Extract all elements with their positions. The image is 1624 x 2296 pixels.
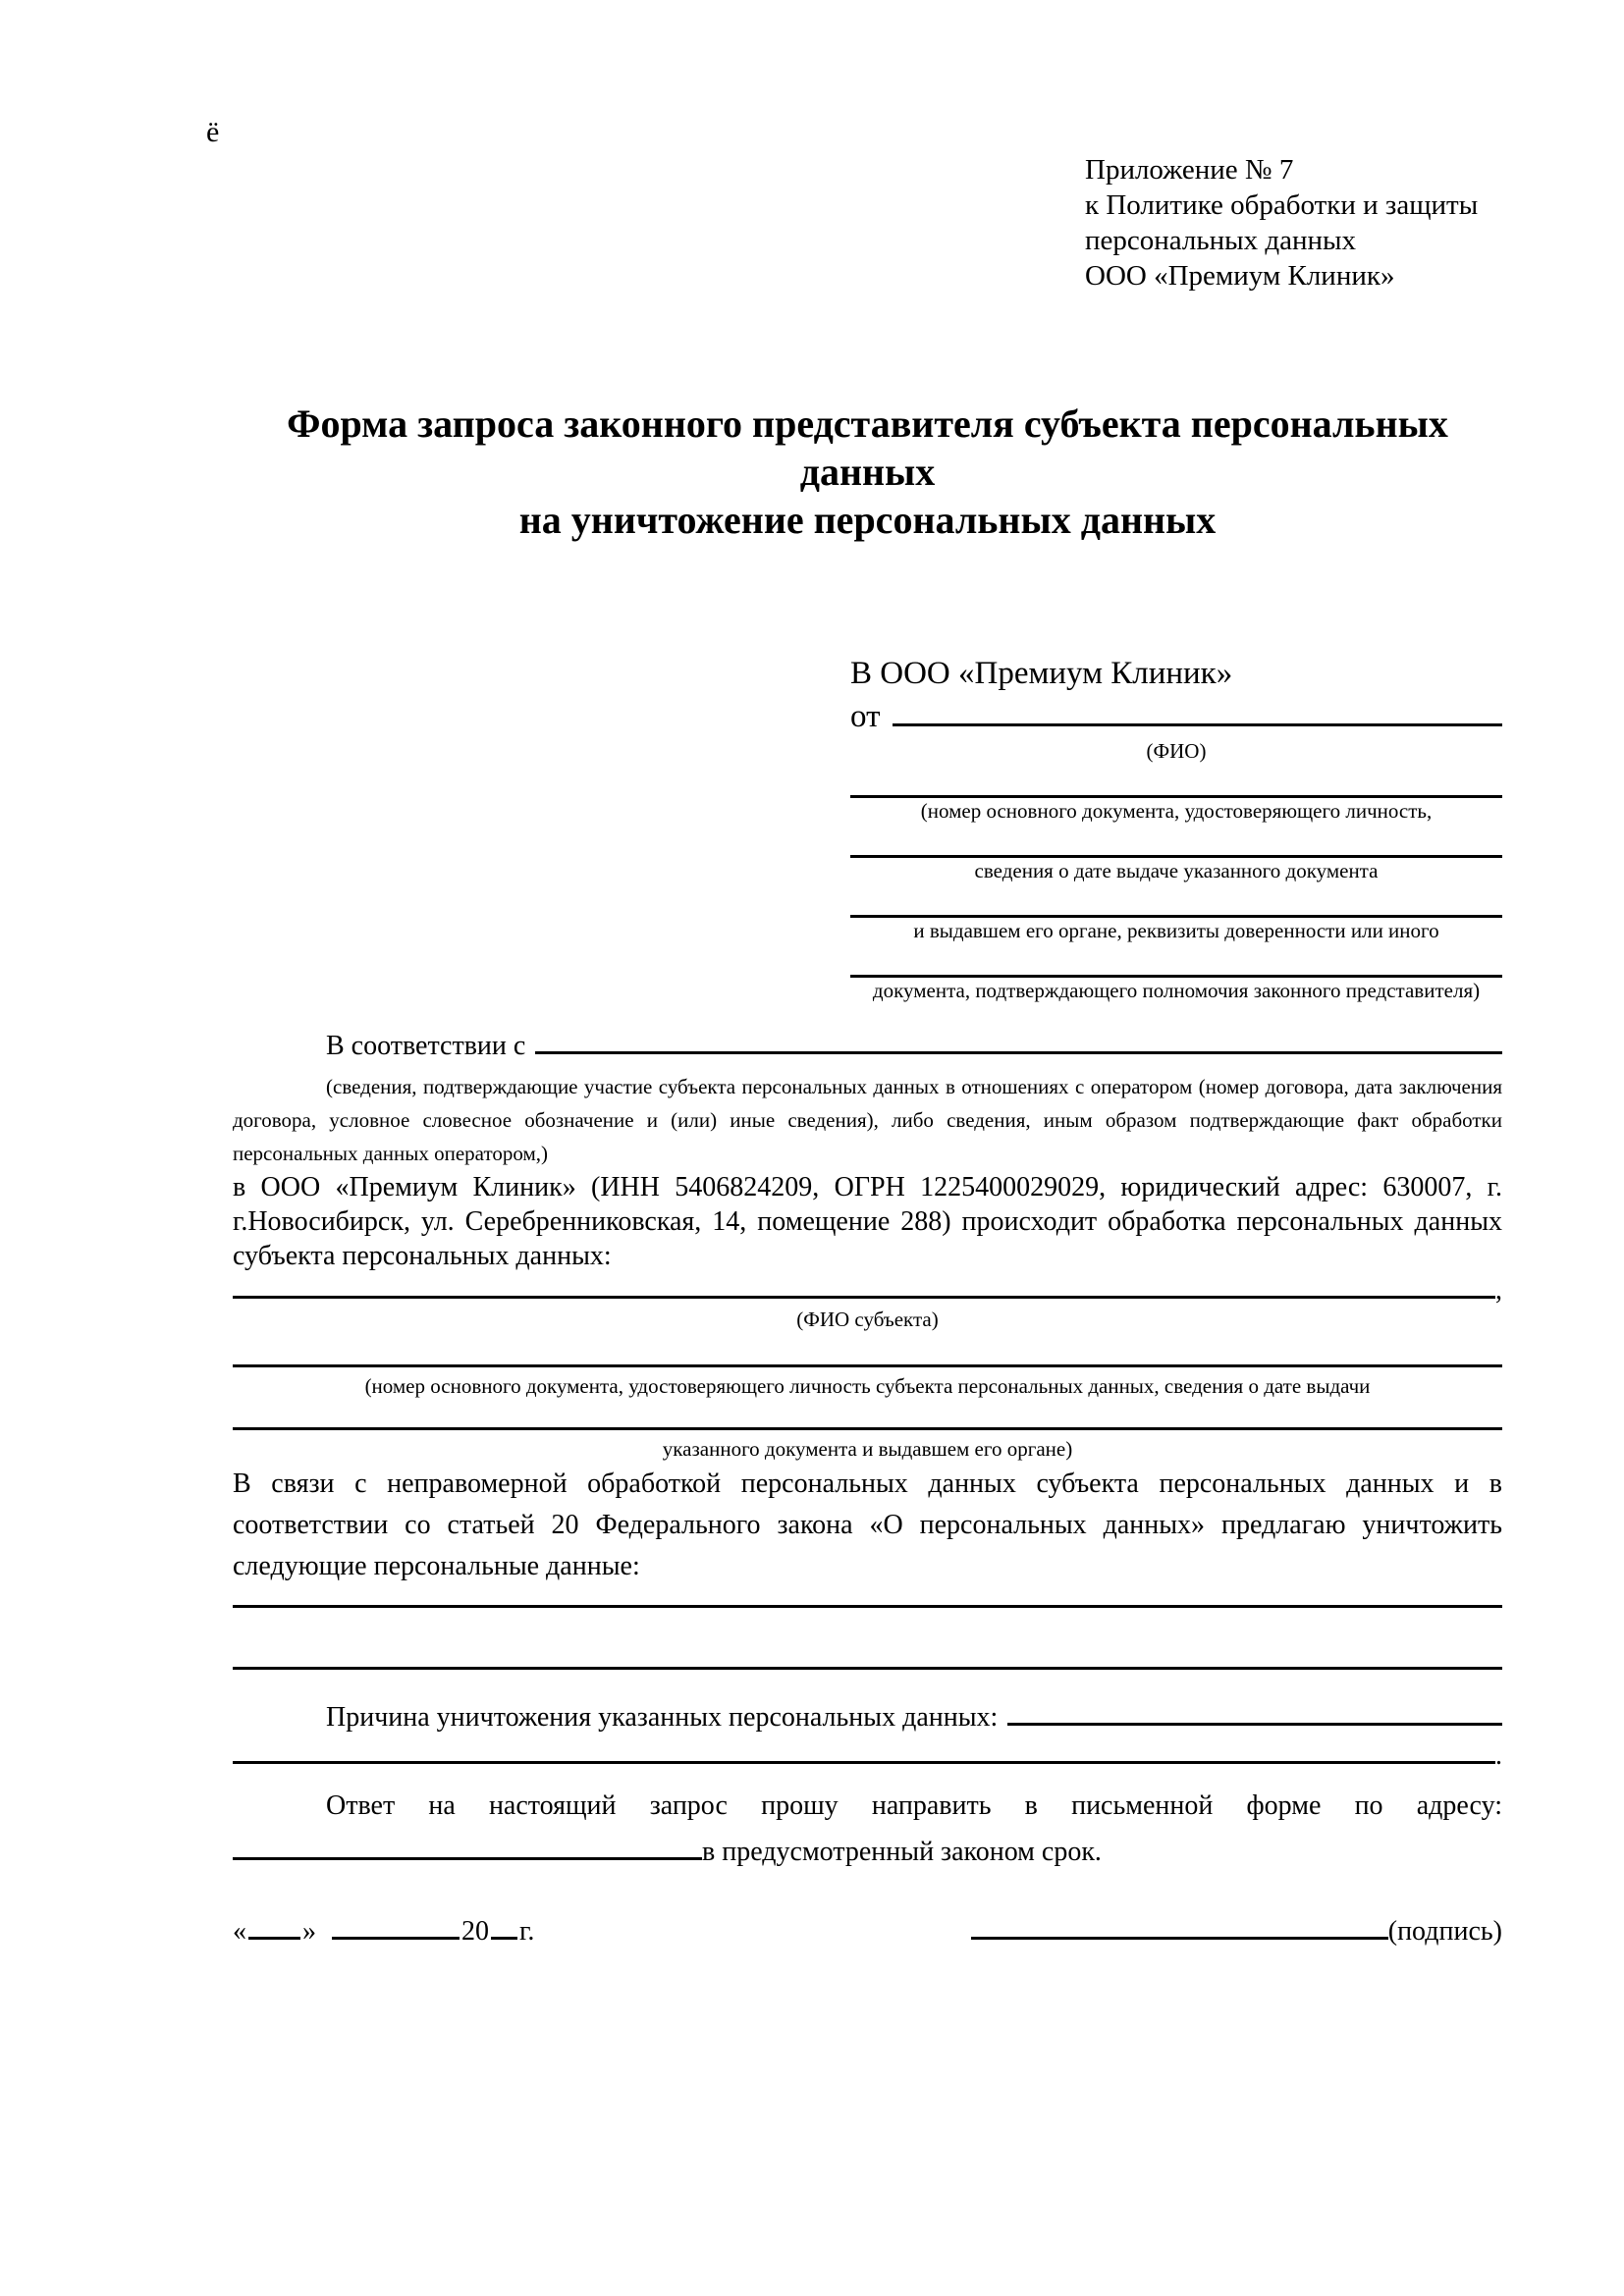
demand-paragraph: В связи с неправомерной обработкой персональных данных субъекта персональных данных и в соответствии со статьей 20 Федерального закона «О персональных данных» предлагаю уничтожить следующие персональные данные: [233, 1468, 1502, 1581]
reply-address-line [233, 1857, 702, 1860]
quote-open: « [233, 1916, 246, 1947]
addressee-block [850, 652, 1502, 1003]
date-group [233, 1914, 534, 1949]
day-blank-line [248, 1937, 300, 1940]
appendix-line: ООО «Премиум Клиник» [1085, 260, 1395, 292]
fio-caption: (ФИО) [1146, 739, 1207, 763]
addressee-to-line: В ООО «Премиум Клиник» [850, 656, 1233, 691]
accordance-label: В соответствии с [326, 1031, 526, 1061]
date-signature-row [233, 1914, 1502, 1949]
reason-continuation-line [233, 1761, 1495, 1764]
subject-name-line [233, 1296, 1495, 1299]
month-blank-line [332, 1937, 460, 1940]
subject-fio-caption: (ФИО субъекта) [796, 1308, 939, 1331]
accordance-note: (сведения, подтверждающие участие субъекта персональных данных в отношениях с оператором (номер договора, дата заключения договора, условное словесное обозначение и (или) иные сведения), либо сведения, иным образом подтверждающие факт обработки персональных данных оператором,) [233, 1075, 1502, 1165]
reply-address-row [233, 1832, 1502, 1873]
representative-document-line-3 [850, 883, 1502, 918]
reason-label: Причина уничтожения указанных персональных данных: [326, 1702, 999, 1733]
personal-data-blank-line-1 [233, 1587, 1502, 1608]
reason-fill-line [1007, 1723, 1502, 1726]
reason-row [233, 1697, 1502, 1738]
stray-mark: ё [206, 116, 220, 148]
appendix-line: персональных данных [1085, 225, 1357, 256]
quote-close: » [302, 1916, 316, 1947]
reason-continuation-row [233, 1740, 1502, 1771]
subject-document-line-2 [233, 1399, 1502, 1430]
reply-paragraph: Ответ на настоящий запрос прошу направить в письменной форме по адресу: [326, 1790, 1502, 1821]
subject-doc-caption-1: (номер основного документа, удостоверяющего личность субъекта персональных данных, сведения о дате выдачи [364, 1374, 1371, 1398]
representative-document-line-2 [850, 824, 1502, 858]
accordance-fill-line [535, 1051, 1502, 1054]
subject-document-line-1 [233, 1332, 1502, 1367]
year-blank-line [491, 1937, 517, 1940]
reason-line-period: . [1495, 1740, 1502, 1771]
subject-line-comma: , [1495, 1275, 1502, 1306]
addressee-from-row [850, 695, 1502, 738]
reply-tail-text: в предусмотренный законом срок. [702, 1837, 1102, 1867]
appendix-line: Приложение № 7 [1085, 154, 1294, 186]
from-label: от [850, 699, 881, 734]
subject-doc-caption-2: указанного документа и выдавшем его органе) [662, 1437, 1073, 1461]
form-title-line-2: на уничтожение персональных данных [518, 498, 1217, 542]
form-title [233, 400, 1502, 544]
signature-blank-line [971, 1937, 1388, 1940]
subject-name-row [233, 1275, 1502, 1307]
representative-doc-caption-1: (номер основного документа, удостоверяющего личность, [920, 799, 1433, 823]
appendix-line: к Политике обработки и защиты [1085, 189, 1479, 221]
operator-paragraph: в ООО «Премиум Клиник» (ИНН 5406824209, ОГРН 1225400029029, юридический адрес: 630007, г. г.Новосибирск, ул. Серебренниковская, 14, помещение 288) происходит обработка персональных данных субъекта персональных данных: [233, 1172, 1502, 1271]
personal-data-blank-line-2 [233, 1608, 1502, 1670]
representative-document-line-4 [850, 943, 1502, 978]
representative-doc-caption-4: документа, подтверждающего полномочия законного представителя) [872, 979, 1481, 1002]
year-prefix: 20 [461, 1916, 489, 1947]
accordance-row [233, 1027, 1502, 1066]
representative-document-line-1 [850, 764, 1502, 798]
representative-doc-caption-2: сведения о дате выдаче указанного документа [974, 859, 1379, 882]
year-suffix: г. [519, 1916, 535, 1947]
representative-doc-caption-3: и выдавшем его органе, реквизиты доверенности или иного [913, 919, 1439, 942]
signature-group [971, 1914, 1502, 1949]
representative-name-line [893, 723, 1503, 726]
form-title-line-1: Форма запроса законного представителя субъекта персональных данных [287, 401, 1448, 494]
body-section [233, 1027, 1502, 1949]
signature-caption: (подпись) [1387, 1916, 1502, 1947]
appendix-block [1085, 152, 1502, 294]
